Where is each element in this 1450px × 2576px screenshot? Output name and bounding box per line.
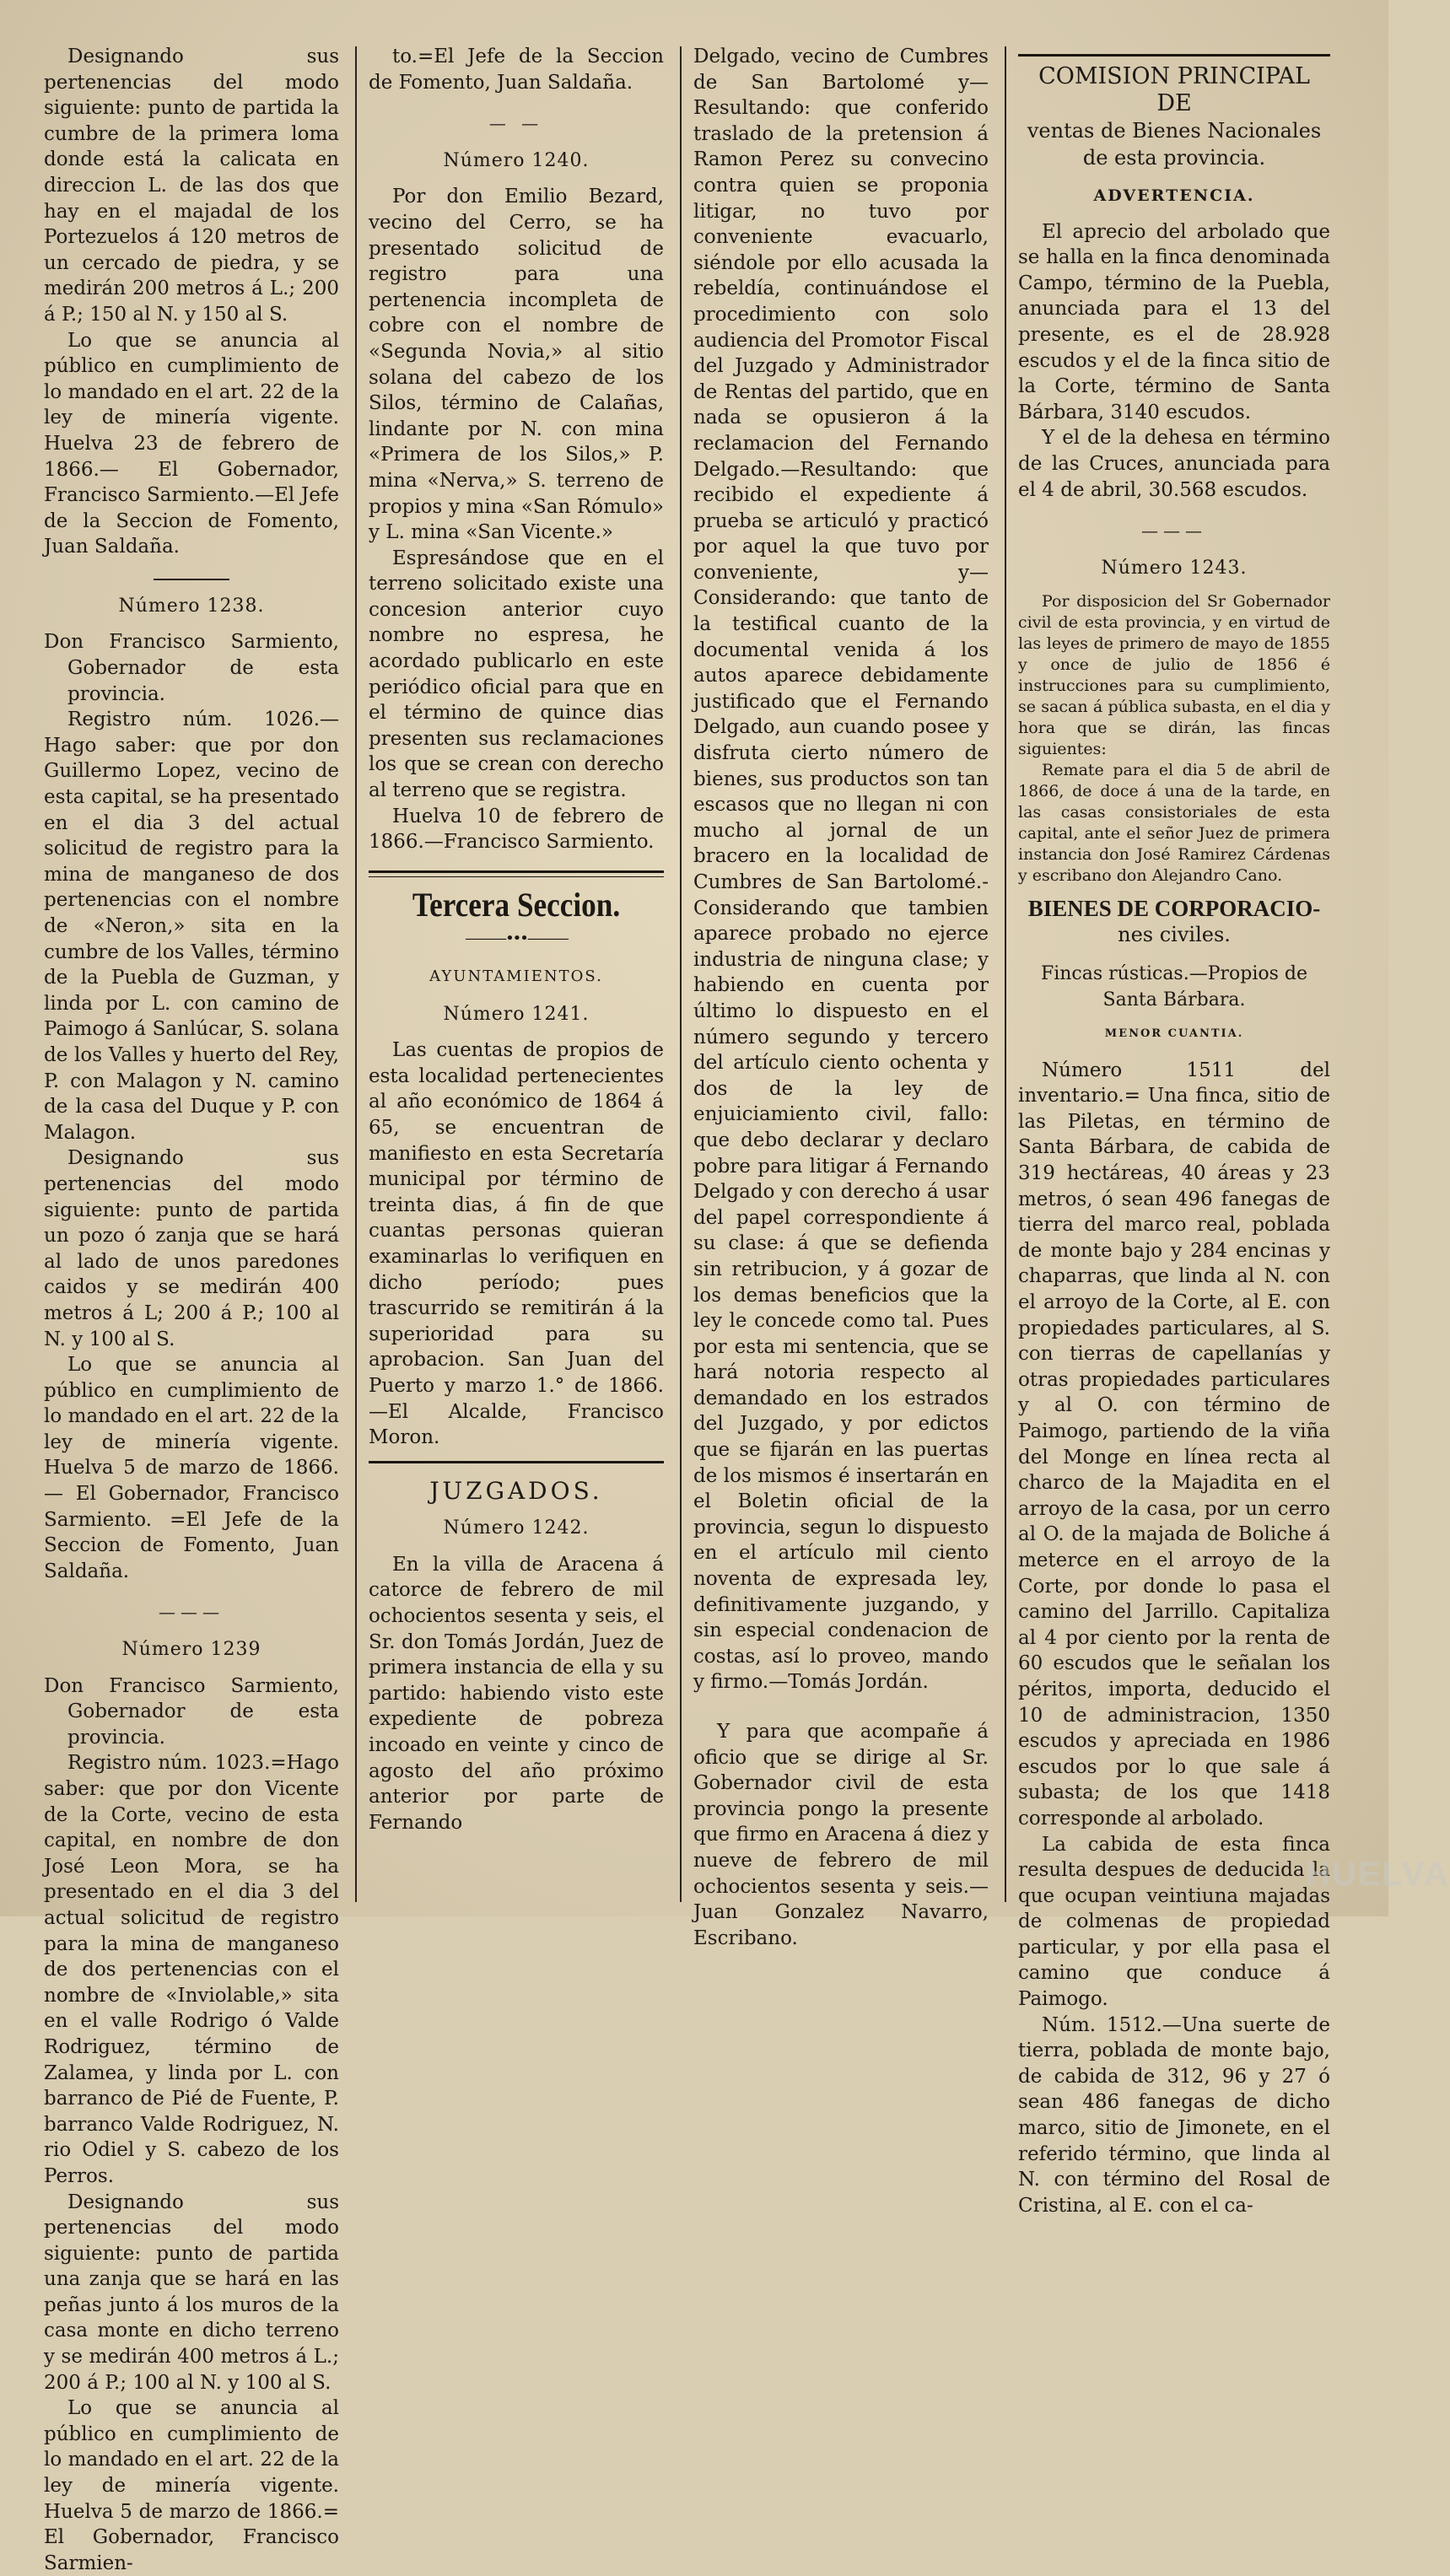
paragraph: Huelva 10 de febrero de 1866.—Francisco Sarmiento. (369, 805, 664, 854)
paragraph: Las cuentas de propios de esta localidad pertenecientes al año económico de 1864 á 65, se encuentran de manifiesto en esta Secretaría municipal por término de treinta dias, á fin de que cuantas personas quieran examinarlas lo verifiquen en dicho período; pues trascurrido se remitirán á la superioridad para su aprobacion. San Juan del Puerto y marzo 1.° de 1866.—El Alcalde, Francisco Moron. (369, 1039, 664, 1449)
paragraph: Lo que se anuncia al público en cumplimiento de lo mandado en el art. 22 de la ley de minería vigente. Huelva 23 de febrero de 1866.— El Gobernador, Francisco Sarmiento.—El Jefe de la Seccion de Fomento, Juan Saldaña. (44, 329, 339, 558)
paragraph: Registro núm. 1026.—Hago saber: que por don Guillermo Lopez, vecino de esta capital, se ha presentado en el dia 3 del actual solicitud de registro para la mina de manganeso de dos pertenencias con el nombre de «Neron,» sita en la cumbre de los Valles, término de la Puebla de Guzman, y linda por L. con camino de Paimogo á Sanlúcar, S. solana de los Valles y huerto del Rey, P. con Malagon y N. camino de la casa del Duque y P. con Malagon. (44, 709, 339, 1144)
notice-number: Número 1239 (121, 1639, 261, 1661)
section-rule (1018, 54, 1330, 57)
column-2 (369, 44, 664, 1835)
paragraph: Remate para el dia 5 de abril de 1866, de doce á una de la tarde, en las casas consistoriales de esta capital, ante el señor Juez de primera instancia don José Ramirez Cárdenas y escribano don Alejandro Cano. (1018, 761, 1330, 886)
archive-watermark: HUELVA (1306, 1856, 1450, 1893)
notice-number: Número 1243. (1101, 557, 1248, 579)
section-title: Tercera Seccion. (412, 885, 621, 924)
paragraph: Delgado, vecino de Cumbres de San Bartolomé y—Resultando: que conferido traslado de la pretension á Ramon Perez su convecino contra quien se proponia litigar, no tuvo por conveniente evacuarlo, siéndole por ello acusada la rebeldía, continuándose el procedimiento con solo audiencia del Promotor Fiscal del Juzgado y Administrador de Rentas del partido, que en nada se opusieron á la reclamacion del Fernando Delgado.—Resultando: que recibido el expediente á prueba se articuló y practicó por aquel la que tuvo por conveniente, y—Considerando: que tanto de la testifical cuanto de la documental venida á los autos aparece debidamente justificado que el Fernando Delgado, aun cuando posee y disfruta cierto número de bienes, sus productos son tan escasos que no llegan ni con mucho al jornal de un bracero en la localidad de Cumbres de San Bartolomé.-Considerando que tambien aparece probado no ejerce industria de ninguna clase; y habiendo en cuenta por último lo dispuesto en el número segundo y tercero del artículo ciento ochenta y dos de la ley de enjuiciamiento civil, fallo: que debo declarar y declaro pobre para litigar á Fernando Delgado y con derecho á usar del papel correspondiente á su clase: á que se defienda sin retribucion, y á gozar de los demas beneficios que la ley le concede como tal. Pues por esta mi sentencia, que se hará notoria respecto al demandado en los estrados del Juzgado, y por edictos que se fijarán en las puertas de los mismos é insertarán en el Boletin oficial de la provincia, segun lo dispuesto en el artículo mil ciento noventa de expresada ley, definitivamente juzgando, y sin especial condenacion de costas, así lo proveo, mando y firmo.—Tomás Jordán. (693, 46, 989, 1694)
paragraph: Registro núm. 1023.=Hago saber: que por don Vicente de la Corte, vecino de esta capital, en nombre de don José Leon Mora, se ha presentado en el dia 3 del actual solicitud de registro para la mina de manganeso de dos pertenencias con el nombre de «Inviolable,» sita en el valle Rodrigo ó Valde Rodriguez, término de Zalamea, y linda por L. con barranco de Pié de Fuente, P. barranco Valde Rodriguez, N. rio Odiel y S. cabezo de los Perros. (44, 1752, 339, 2187)
paragraph: Espresándose que en el terreno solicitado existe una concesion anterior cuyo nombre no espresa, he acordado publicarlo en este periódico oficial para que en el término de quince dias presenten sus reclamaciones los que se crean con derecho al terreno que se registra. (369, 547, 664, 802)
column-rule (1005, 46, 1006, 1902)
paragraph: Designando sus pertenencias del modo siguiente: punto de partida una zanja que se hará en las peñas junto á los muros de la casa monte en dicho terreno y se medirán 400 metros á L.; 200 á P.; 100 al N. y 100 al S. (44, 2191, 339, 2394)
column-rule (680, 46, 682, 1902)
column-1 (44, 44, 339, 2576)
section-rule (369, 1461, 664, 1463)
corporations-title: BIENES DE CORPORACIO- (1027, 896, 1321, 922)
paragraph: Número 1511 del inventario.= Una finca, sitio de las Piletas, en término de Santa Bárbara, de cabida de 319 hectáreas, 40 áreas y 23 metros, ó sean 496 fanegas de tierra del marco real, poblada de monte bajo y 284 encinas y chaparras, que linda al N. con el arroyo de la Corte, al E. con propiedades particulares, al S. con tierras de capellanías y otras propiedades particulares y al O. con término de Paimogo, partiendo de la viña del Monge en línea recta al charco de la Majadita en el arroyo de la casa, por un cerro al O. de la majada de Boliche á meterce en el arroyo de la Corte, por donde lo pasa el camino del Jarrillo. Capitaliza al 4 por ciento por la renta de 60 escudos que le señalan los péritos, importa, deducido el 10 de administracion, 1350 escudos y apreciada en 1986 escudos por lo que sale á subasta; de los que 1418 corresponde al arbolado. (1018, 1059, 1330, 1830)
notice-number: Número 1241. (443, 1003, 590, 1025)
paragraph: Y para que acompañe á oficio que se dirige al Sr. Gobernador civil de esta provincia pongo la presente que firmo en Aracena á diez y nueve de febrero de mil ochocientos sesenta y seis.—Juan Gonzalez Navarro, Escribano. (693, 1721, 989, 1949)
paragraph: El aprecio del arbolado que se halla en la finca denominada Campo, término de la Puebla, anunciada para el 13 del presente, es el de 28.928 escudos y el de la finca sitio de la Corte, término de Santa Bárbara, 3140 escudos. (1018, 220, 1330, 423)
paragraph: to.=El Jefe de la Seccion de Fomento, Juan Saldaña. (369, 46, 664, 94)
column-4 (1018, 44, 1330, 2218)
paragraph: Por disposicion del Sr Gobernador civil de esta provincia, y en virtud de las leyes de primero de mayo de 1855 y once de julio de 1856 é instrucciones para su cumplimiento, se sacan á pública subasta, en el dia y hora que se dirán, las fincas siguientes: (1018, 592, 1330, 759)
paragraph: Por don Emilio Bezard, vecino del Cerro, se ha presentado solicitud de registro para una pertenencia incompleta de cobre con el nombre de «Segunda Novia,» al sitio solana del cabezo de los Silos, término de Calañas, lindante por N. con mina «Primera de los Silos,» P. mina «Nerva,» S. terreno de propios y mina «San Rómulo» y L. mina «San Vicente.» (369, 186, 664, 544)
paragraph: Designando sus pertenencias del modo siguiente: punto de partida un pozo ó zanja que se hará al lado de unos paredones caidos y se medirán 400 metros á L; 200 á P.; 100 al N. y 100 al S. (44, 1147, 339, 1350)
paragraph: Designando sus pertenencias del modo siguiente: punto de partida la cumbre de la primera loma donde está la calicata en direccion L. de las dos que hay en el majadal de los Portezuelos á 120 metros de un cercado de piedra, y se medirán 200 metros á L.; 200 á P.; 150 al N. y 150 al S. (44, 46, 339, 326)
notice-number: Número 1242. (443, 1517, 590, 1539)
commission-subtitle: ventas de Bienes Nacionales de esta provincia. (1027, 119, 1322, 170)
column-3 (693, 44, 989, 1951)
notice-number: Número 1238. (118, 595, 265, 617)
divider: ——— (1141, 520, 1207, 542)
governor-heading: Don Francisco Sarmiento, Gobernador de esta provincia. (44, 1674, 339, 1749)
commission-title: COMISION PRINCIPAL DE (1038, 63, 1310, 116)
paragraph: En la villa de Aracena á catorce de febrero de mil ochocientos sesenta y seis, el Sr. don Tomás Jordán, Juez de primera instancia de ella y su partido: habiendo visto este expediente de pobreza incoado en veinte y cinco de agosto del año próximo anterior por parte de Fernando (369, 1553, 664, 1834)
advertencia-heading: ADVERTENCIA. (1093, 186, 1255, 205)
paragraph: La cabida de esta finca resulta despues de deducida la que ocupan veintiuna majadas de colmenas de propiedad particular, y por ella pasa el camino que conduce á Paimogo. (1018, 1833, 1330, 2011)
paragraph: Lo que se anuncia al público en cumplimiento de lo mandado en el art. 22 de la ley de minería vigente. Huelva 5 de marzo de 1866.= El Gobernador, Francisco Sarmien- (44, 2397, 339, 2574)
corporations-subtitle: nes civiles. (1118, 923, 1231, 947)
section-heading: AYUNTAMIENTOS. (429, 967, 603, 985)
menor-cuantia-heading: MENOR CUANTIA. (1104, 1027, 1244, 1041)
paragraph: Y el de la dehesa en término de las Cruces, anunciada para el 4 de abril, 30.568 escudos. (1018, 427, 1330, 501)
section-heading: JUZGADOS. (429, 1476, 603, 1505)
column-rule (355, 46, 357, 1902)
notice-number: Número 1240. (443, 149, 590, 171)
governor-heading: Don Francisco Sarmiento, Gobernador de esta provincia. (44, 631, 339, 705)
section-rule (369, 870, 664, 873)
paragraph: Núm. 1512.—Una suerte de tierra, poblada de monte bajo, de cabida de 312, 96 y 27 ó sean 486 fanegas de dicho marco, sitio de Jimonete, en el referido término, que linda al N. con término del Rosal de Cristina, al E. con el ca- (1018, 2013, 1330, 2217)
divider (154, 579, 229, 580)
divider: — — (488, 113, 544, 134)
divider: ——— (159, 1602, 224, 1623)
paragraph: Lo que se anuncia al público en cumplimiento de lo mandado en el art. 22 de la ley de minería vigente. Huelva 5 de marzo de 1866.— El Gobernador, Francisco Sarmiento. =El Jefe de la Seccion de Fomento, Juan Saldaña. (44, 1354, 339, 1582)
ornament: ———•••——— (465, 930, 568, 948)
fincas-heading: Fincas rústicas.—Propios de Santa Bárbara. (1040, 962, 1308, 1010)
section-rule (369, 876, 664, 877)
